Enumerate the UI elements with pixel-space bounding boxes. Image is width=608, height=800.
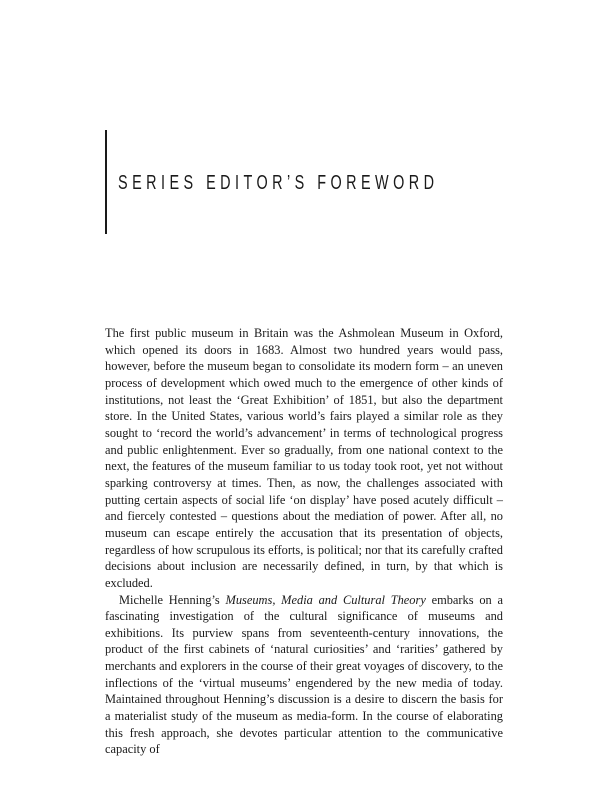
paragraph-2-rest: embarks on a fascinating investigation of the cultural significance of museums and exhibitions. Its purview spans from seventeenth-century innovations, the product of the first cabinets of ‘natural curiosities’ and ‘rarities’ gathered by merchants and explorers in the course of their great voyages of discovery, to the inflections of the ‘virtual museums’ engendered by the new media of today. Maintained throughout Henning’s discussion is a desire to discern the basis for a materialist study of the museum as media-form. In the course of elaborating this fresh approach, she devotes particular attention to the communicative capacity of: [105, 592, 503, 757]
book-title: Museums, Media and Cultural Theory: [225, 592, 426, 607]
chapter-title: SERIES EDITOR’S FOREWORD: [118, 172, 439, 194]
title-vertical-rule: [105, 130, 107, 234]
paragraph-1: The first public museum in Britain was the Ashmolean Museum in Oxford, which opened its doors in 1683. Almost two hundred years would pass, however, before the museum began to consolidate its modern form – an uneven process of development which owed much to the emergence of other kinds of institutions, not least the ‘Great Exhibition’ of 1851, but also the department store. In the United States, various world’s fairs played a similar role as they sought to ‘record the world’s advancement’ in terms of technological progress and public enlightenment. Ever so gradually, from one national context to the next, the features of the museum familiar to us today took root, yet not without sparking controversy at times. Then, as now, the challenges associated with putting certain aspects of social life ‘on display’ have posed acutely difficult – and fiercely contested – questions about the mediation of power. After all, no museum can escape entirely the accusation that its presentation of objects, regardless of how scrupulous its efforts, is political; nor that its carefully crafted decisions about inclusion are necessarily defined, in turn, by that which is excluded.: [105, 326, 503, 590]
foreword-body: [105, 325, 503, 758]
paragraph-2-lead: Michelle Henning’s: [119, 592, 226, 607]
paragraph-2: [105, 592, 503, 759]
